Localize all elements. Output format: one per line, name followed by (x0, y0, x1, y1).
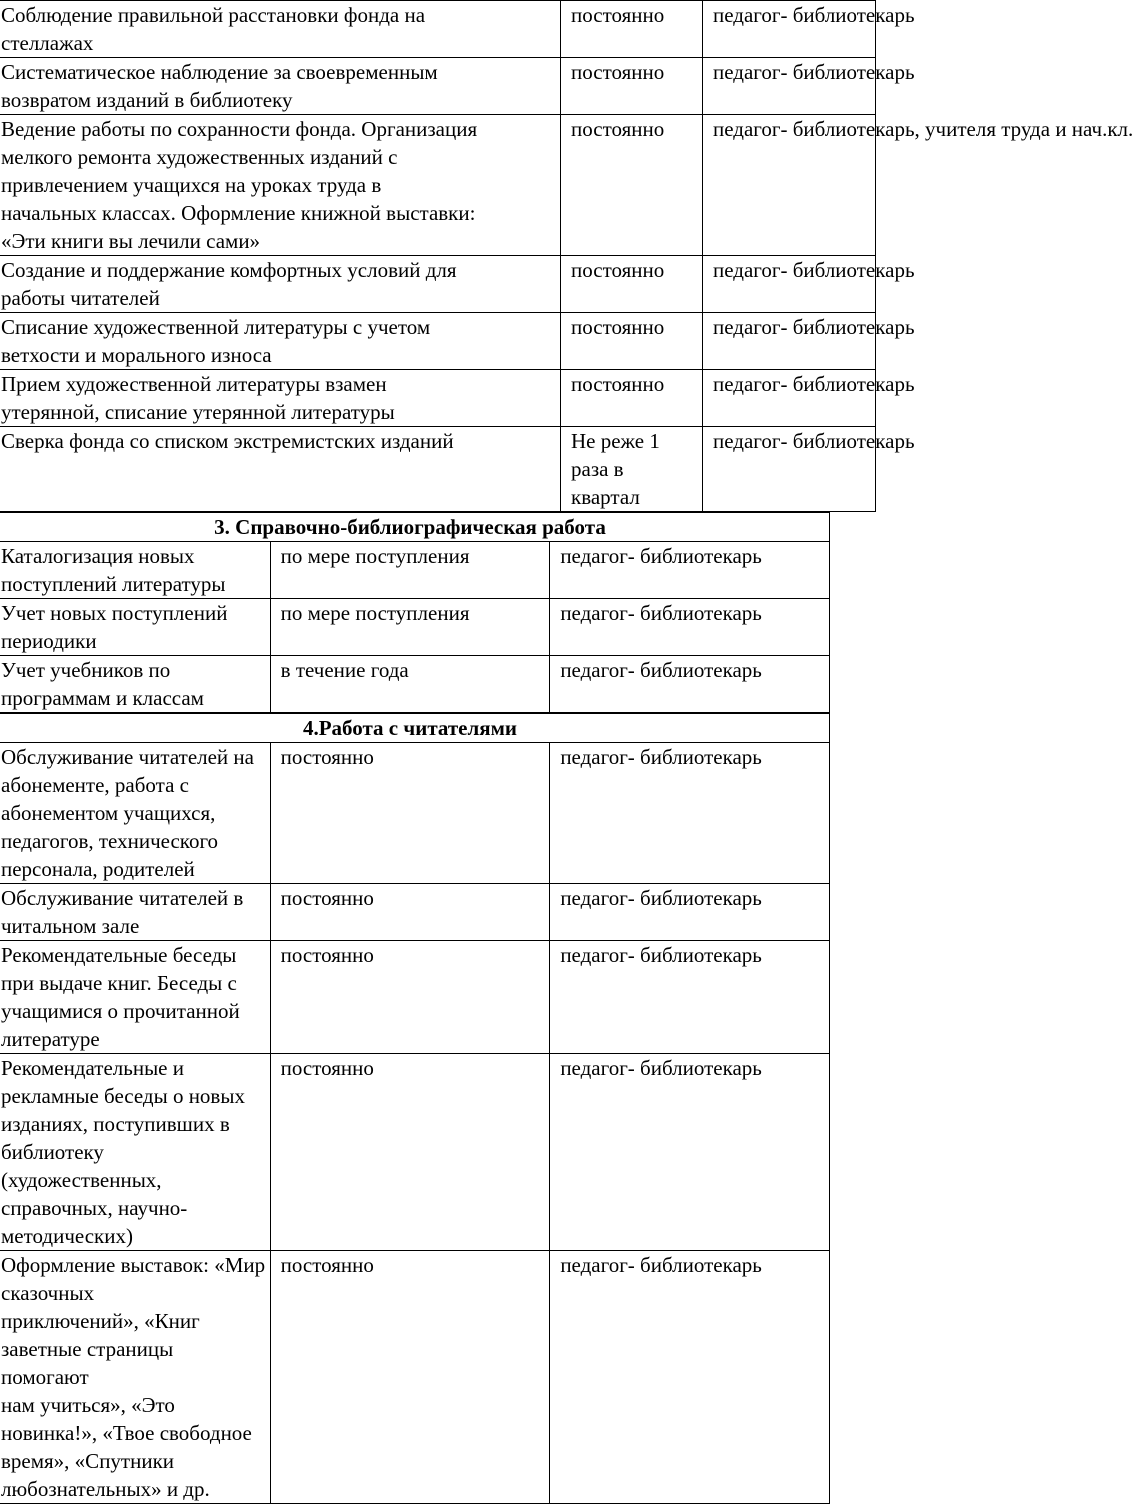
responsible-cell: педагог- библиотекарь (703, 58, 876, 115)
section-heading-row (0, 714, 830, 743)
task-cell: Рекомендательные беседы при выдаче книг. Беседы с учащимися о прочитанной литературе (0, 941, 270, 1054)
section-heading: 3. Справочно-библиографическая работа (0, 513, 830, 542)
task-cell: Соблюдение правильной расстановки фонда на стеллажах (0, 1, 561, 58)
table-row (0, 941, 830, 1054)
responsible-cell: педагог- библиотекарь (550, 941, 830, 1054)
period-cell: постоянно (561, 58, 703, 115)
reference-work-table (0, 512, 830, 713)
table-row (0, 656, 830, 713)
period-cell: постоянно (270, 941, 550, 1054)
table-row (0, 542, 830, 599)
period-cell: по мере поступления (270, 599, 550, 656)
task-cell: Рекомендательные и рекламные беседы о новых изданиях, поступивших в библиотеку (художественных, справочных, научно- методических) (0, 1054, 270, 1251)
period-cell: постоянно (561, 1, 703, 58)
responsible-cell: педагог- библиотекарь (550, 1054, 830, 1251)
table-row (0, 1054, 830, 1251)
responsible-cell: педагог- библиотекарь (550, 1251, 830, 1504)
period-cell: постоянно (270, 884, 550, 941)
task-cell: Каталогизация новых поступлений литературы (0, 542, 270, 599)
period-cell: постоянно (561, 256, 703, 313)
table-row (0, 256, 876, 313)
period-cell: постоянно (561, 313, 703, 370)
table-row (0, 427, 876, 512)
responsible-cell: педагог- библиотекарь (550, 743, 830, 884)
task-cell: Списание художественной литературы с учетом ветхости и морального износа (0, 313, 561, 370)
period-cell: по мере поступления (270, 542, 550, 599)
period-cell: постоянно (561, 115, 703, 256)
table-row (0, 1251, 830, 1504)
table-row (0, 115, 876, 256)
table-row (0, 370, 876, 427)
table-row (0, 884, 830, 941)
responsible-cell: педагог- библиотекарь (703, 313, 876, 370)
period-cell: постоянно (561, 370, 703, 427)
table-row (0, 743, 830, 884)
period-cell: постоянно (270, 743, 550, 884)
table-row (0, 58, 876, 115)
responsible-cell: педагог- библиотекарь (550, 599, 830, 656)
task-cell: Обслуживание читателей в читальном зале (0, 884, 270, 941)
task-cell: Учет учебников по программам и классам (0, 656, 270, 713)
table-row (0, 1, 876, 58)
task-cell: Оформление выставок: «Мир сказочных приключений», «Книг заветные страницы помогают нам учиться», «Это новинка!», «Твое свободное время», «Спутники любознательных» и др. (0, 1251, 270, 1504)
responsible-cell: педагог- библиотекарь (703, 256, 876, 313)
responsible-cell: педагог- библиотекарь (703, 427, 876, 512)
section-heading-row (0, 513, 830, 542)
responsible-cell: педагог- библиотекарь (703, 370, 876, 427)
responsible-cell: педагог- библиотекарь (703, 1, 876, 58)
section-heading: 4.Работа с читателями (0, 714, 830, 743)
period-cell: в течение года (270, 656, 550, 713)
responsible-cell: педагог- библиотекарь (550, 542, 830, 599)
task-cell: Систематическое наблюдение за своевременным возвратом изданий в библиотеку (0, 58, 561, 115)
task-cell: Создание и поддержание комфортных условий для работы читателей (0, 256, 561, 313)
readers-work-table (0, 713, 830, 1504)
period-cell: Не реже 1 раза в квартал (561, 427, 703, 512)
responsible-cell: педагог- библиотекарь (550, 884, 830, 941)
period-cell: постоянно (270, 1251, 550, 1504)
period-cell: постоянно (270, 1054, 550, 1251)
task-cell: Обслуживание читателей на абонементе, работа с абонементом учащихся, педагогов, технического персонала, родителей (0, 743, 270, 884)
fund-work-table (0, 0, 1133, 512)
table-row (0, 599, 830, 656)
responsible-cell: педагог- библиотекарь (550, 656, 830, 713)
table-row (0, 313, 876, 370)
task-cell: Прием художественной литературы взамен утерянной, списание утерянной литературы (0, 370, 561, 427)
responsible-cell: педагог- библиотекарь, учителя труда и нач.кл. (703, 115, 876, 256)
task-cell: Ведение работы по сохранности фонда. Организация мелкого ремонта художественных изданий с привлечением учащихся на уроках труда в начальных классах. Оформление книжной выставки: «Эти книги вы лечили сами» (0, 115, 561, 256)
task-cell: Сверка фонда со списком экстремистских изданий (0, 427, 561, 512)
task-cell: Учет новых поступлений периодики (0, 599, 270, 656)
